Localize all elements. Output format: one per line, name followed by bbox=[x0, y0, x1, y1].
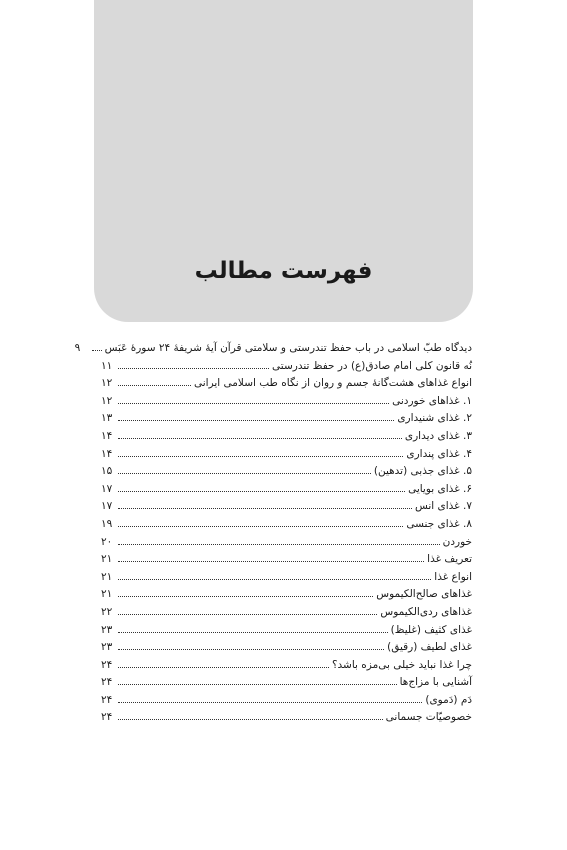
toc-entry[interactable] bbox=[101, 673, 472, 691]
toc-entry-title: دَم (دَموی) bbox=[425, 693, 472, 706]
toc-entry[interactable] bbox=[101, 374, 472, 392]
toc-entry-page-number: ۲۳ bbox=[101, 623, 113, 636]
toc-entry-page-number: ۲۱ bbox=[101, 570, 113, 583]
toc-entry-page-number: ۲۴ bbox=[101, 711, 113, 724]
toc-entry-page-number: ۱۱ bbox=[101, 359, 113, 372]
toc-entry-title: غذای کثیف (غلیظ) bbox=[390, 623, 472, 636]
dot-leader bbox=[118, 357, 269, 369]
toc-entry-page-number: ۹ bbox=[74, 342, 81, 354]
dot-leader bbox=[118, 621, 388, 633]
toc-entry-title: ۳. غذای دیداری bbox=[404, 429, 472, 442]
dot-leader bbox=[118, 585, 373, 597]
dot-leader bbox=[118, 497, 412, 509]
toc-entry-title: ۸. غذای جنسی bbox=[406, 517, 472, 530]
toc-entry-title: ۶. غذای بویایی bbox=[408, 482, 472, 495]
dot-leader bbox=[118, 708, 383, 720]
dot-leader bbox=[118, 638, 384, 650]
toc-entry-title: دیدگاه طبّ اسلامی در باب حفظ تندرستی و سلامتی قرآن آیهٔ شریفهٔ ۲۴ سورهٔ عَبَس bbox=[104, 342, 472, 354]
toc-entry-title: ۱. غذاهای خوردنی bbox=[392, 394, 472, 407]
toc-entry-page-number: ۱۴ bbox=[101, 447, 113, 460]
toc-entry-title: انواع غذاهای هشت‌گانهٔ جسم و روان از نگاه طب اسلامی ایرانی bbox=[193, 377, 472, 390]
dot-leader bbox=[118, 409, 394, 421]
toc-entry[interactable] bbox=[101, 585, 472, 603]
toc-entry-title: خوردن bbox=[442, 535, 472, 548]
toc-entry[interactable] bbox=[101, 409, 472, 427]
dot-leader bbox=[118, 691, 422, 703]
toc-entry[interactable] bbox=[101, 357, 472, 375]
toc-entry-page-number: ۱۲ bbox=[101, 394, 113, 407]
toc-entry-title: خصوصیّات جسمانی bbox=[385, 711, 472, 724]
dot-leader bbox=[118, 480, 405, 492]
toc-entry[interactable] bbox=[101, 533, 472, 551]
toc-entry-page-number: ۱۳ bbox=[101, 412, 113, 425]
toc-entry-page-number: ۱۲ bbox=[101, 377, 113, 390]
dot-leader bbox=[118, 392, 389, 404]
toc-entry[interactable] bbox=[101, 480, 472, 498]
dot-leader bbox=[118, 462, 371, 474]
table-of-contents bbox=[74, 339, 472, 726]
toc-entry[interactable] bbox=[101, 708, 472, 726]
toc-entry-title: ۵. غذای جذبی (تدهین) bbox=[373, 465, 472, 478]
toc-entry-title: ۴. غذای پنداری bbox=[406, 447, 472, 460]
toc-entry[interactable] bbox=[101, 656, 472, 674]
toc-entry-page-number: ۱۷ bbox=[101, 500, 113, 513]
dot-leader bbox=[118, 374, 191, 386]
toc-entry-title: ۷. غذای انس bbox=[414, 500, 472, 513]
toc-entry-page-number: ۱۵ bbox=[101, 465, 113, 478]
toc-entry-page-number: ۱۷ bbox=[101, 482, 113, 495]
toc-entry-title: غذای لطیف (رقیق) bbox=[387, 641, 472, 654]
dot-leader bbox=[118, 550, 424, 562]
toc-entry[interactable] bbox=[101, 638, 472, 656]
toc-entry[interactable] bbox=[101, 445, 472, 463]
dot-leader bbox=[118, 445, 403, 457]
toc-entry[interactable] bbox=[101, 515, 472, 533]
toc-entry[interactable] bbox=[101, 603, 472, 621]
toc-entry-page-number: ۱۴ bbox=[101, 429, 113, 442]
toc-entry[interactable] bbox=[101, 392, 472, 410]
toc-entry[interactable] bbox=[101, 691, 472, 709]
page-title: فهرست مطالب bbox=[194, 258, 373, 284]
toc-entry[interactable] bbox=[101, 550, 472, 568]
toc-entry-page-number: ۲۴ bbox=[101, 676, 113, 689]
toc-entry-title: نُه قانون کلی امام صادق(ع) در حفظ تندرستی bbox=[272, 359, 472, 372]
toc-entry[interactable] bbox=[101, 621, 472, 639]
toc-entry-title: تعریف غذا bbox=[427, 553, 472, 566]
toc-entry-page-number: ۲۴ bbox=[101, 658, 113, 671]
toc-entry[interactable] bbox=[101, 568, 472, 586]
dot-leader bbox=[118, 656, 329, 668]
dot-leader bbox=[92, 339, 102, 351]
toc-entry-page-number: ۲۲ bbox=[101, 605, 113, 618]
toc-entry-page-number: ۲۱ bbox=[101, 553, 113, 566]
dot-leader bbox=[118, 603, 377, 615]
toc-entry[interactable] bbox=[101, 427, 472, 445]
toc-entry-page-number: ۲۴ bbox=[101, 693, 113, 706]
toc-entry-title: غذاهای صالح‌الکیموس bbox=[376, 588, 472, 601]
dot-leader bbox=[118, 427, 402, 439]
dot-leader bbox=[118, 673, 397, 685]
toc-entry[interactable] bbox=[101, 497, 472, 515]
toc-entry[interactable] bbox=[74, 339, 472, 357]
dot-leader bbox=[118, 515, 403, 527]
toc-entry[interactable] bbox=[101, 462, 472, 480]
dot-leader bbox=[118, 533, 440, 545]
toc-entry-page-number: ۲۱ bbox=[101, 588, 113, 601]
toc-entry-title: انواع غذا bbox=[434, 570, 472, 583]
toc-entry-title: ۲. غذای شنیداری bbox=[397, 412, 472, 425]
dot-leader bbox=[118, 568, 431, 580]
toc-entry-title: چرا غذا نباید خیلی بی‌مزه باشد؟ bbox=[331, 658, 472, 671]
toc-entry-title: آشنایی با مزاج‌ها bbox=[399, 676, 472, 689]
toc-entry-page-number: ۲۳ bbox=[101, 641, 113, 654]
toc-entry-title: غذاهای ردی‌الکیموس bbox=[380, 605, 472, 618]
toc-entry-page-number: ۲۰ bbox=[101, 535, 113, 548]
toc-entry-page-number: ۱۹ bbox=[101, 517, 113, 530]
